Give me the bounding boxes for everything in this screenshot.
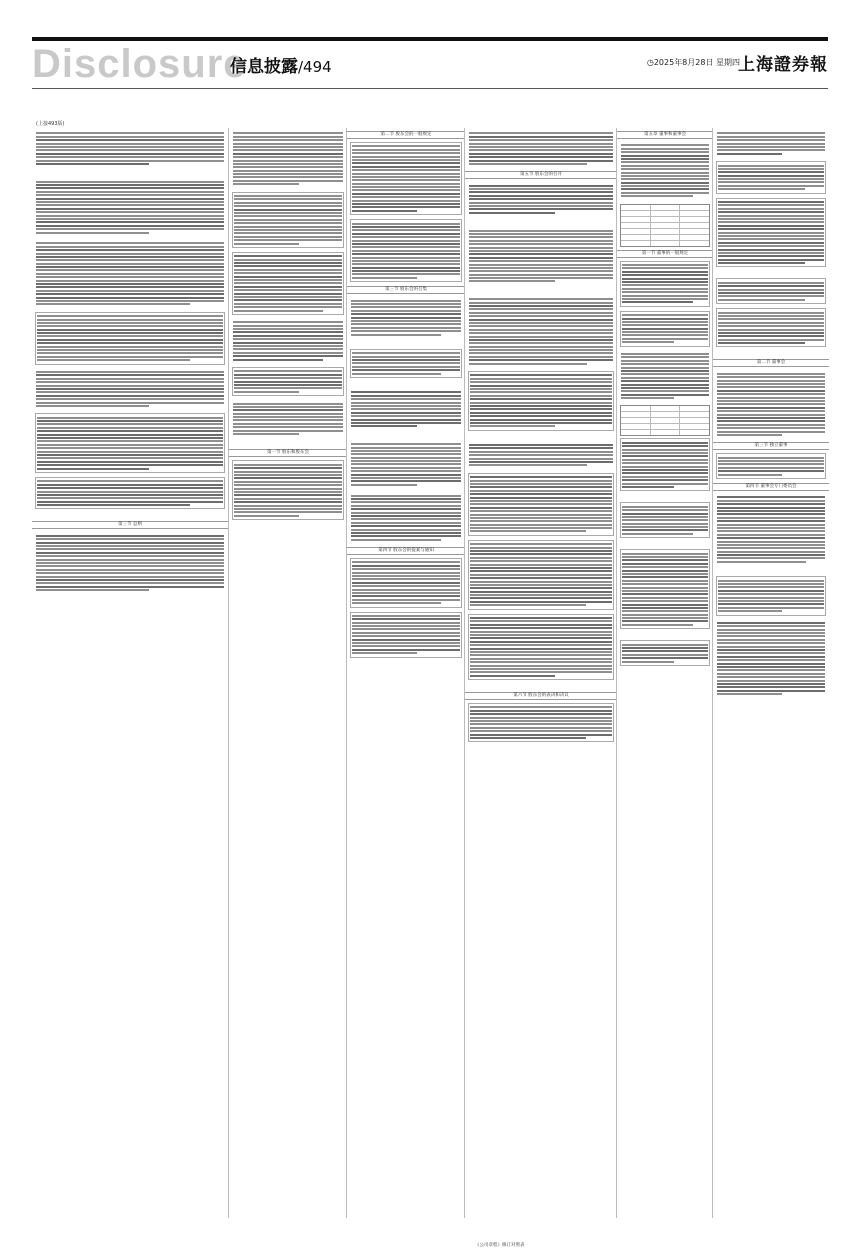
section-heading: 第二节 股东会的一般规定 [347,131,465,139]
text-column [616,128,713,1218]
clock-icon: ◷ [646,58,654,67]
text-block [620,351,710,402]
footer-note: 《公司章程》修订对照表 [475,1243,525,1248]
text-block [35,532,225,593]
text-block [620,438,710,491]
section-heading: 第三节 股东会的召集 [347,286,465,294]
section-heading: 第四节 股东会的提案与通知 [347,547,465,555]
text-block [35,477,225,510]
section-heading: 第六节 股东会的表决和决议 [465,692,617,700]
section-heading: 第五节 股东会的召开 [465,171,617,179]
text-block [620,502,710,538]
text-block [35,413,225,473]
text-block [716,198,826,268]
text-column [346,128,465,1218]
text-block [468,371,614,431]
text-block [468,540,614,610]
text-block [35,240,225,308]
table-row [621,430,709,435]
text-block [35,130,225,167]
newspaper-page-body [32,114,828,1220]
text-block [350,389,462,430]
text-block [716,161,826,194]
section-title [230,52,332,77]
text-block [468,442,614,469]
section-heading: 第二节 董事会 [713,359,829,367]
text-block [468,614,614,680]
text-block [350,492,462,543]
text-block [468,227,614,285]
table-row [621,241,709,246]
text-block [716,494,826,565]
text-block [620,640,710,666]
text-block [620,549,710,629]
text-block [716,308,826,347]
text-column [228,128,347,1218]
newspaper-brand: 上海證券報 [738,55,828,75]
table-block [620,405,710,436]
text-block [716,576,826,615]
dateline [647,57,740,68]
text-block [232,460,344,520]
text-block [350,612,462,658]
text-block [232,192,344,248]
text-block [716,620,826,698]
text-block [350,219,462,282]
masthead [32,42,828,86]
text-block [232,319,344,363]
text-block [716,453,826,479]
text-block [35,178,225,236]
top-rule [32,37,828,41]
text-block [35,369,225,410]
text-block [35,312,225,365]
text-column [712,128,829,1218]
section-heading: 第一节 董事的一般规定 [617,250,713,258]
text-block [468,703,614,742]
section-name: 信息披露 [230,57,298,77]
section-heading: 第三节 独立董事 [713,442,829,450]
masthead-rule [32,88,828,89]
text-block [350,142,462,215]
section-heading: 第五章 董事和董事会 [617,131,713,139]
text-block [232,252,344,315]
text-column [464,128,617,1218]
text-block [350,297,462,338]
text-block [468,130,614,167]
section-heading: 第一节 股东和股东会 [229,449,347,457]
date-text: 2025年8月28日 星期四 [653,58,740,67]
text-block [468,296,614,367]
section-heading: 第四节 董事会专门委员会 [713,483,829,491]
text-block [232,130,344,188]
text-block [468,473,614,536]
page-number: /494 [298,58,332,76]
table-block [620,204,710,247]
text-block [350,349,462,378]
text-block [468,182,614,216]
text-block [232,367,344,396]
section-heading: 第三节 总则 [32,521,228,529]
continued-note: (上接493版) [36,121,65,127]
text-block [620,142,710,200]
text-block [716,130,826,157]
text-block [350,441,462,488]
text-block [620,261,710,307]
text-block [232,400,344,437]
text-block [716,370,826,438]
text-column [32,128,228,1218]
disclosure-logo: Disclosure [32,42,247,86]
text-block [350,558,462,607]
text-block [620,311,710,347]
text-block [716,278,826,304]
